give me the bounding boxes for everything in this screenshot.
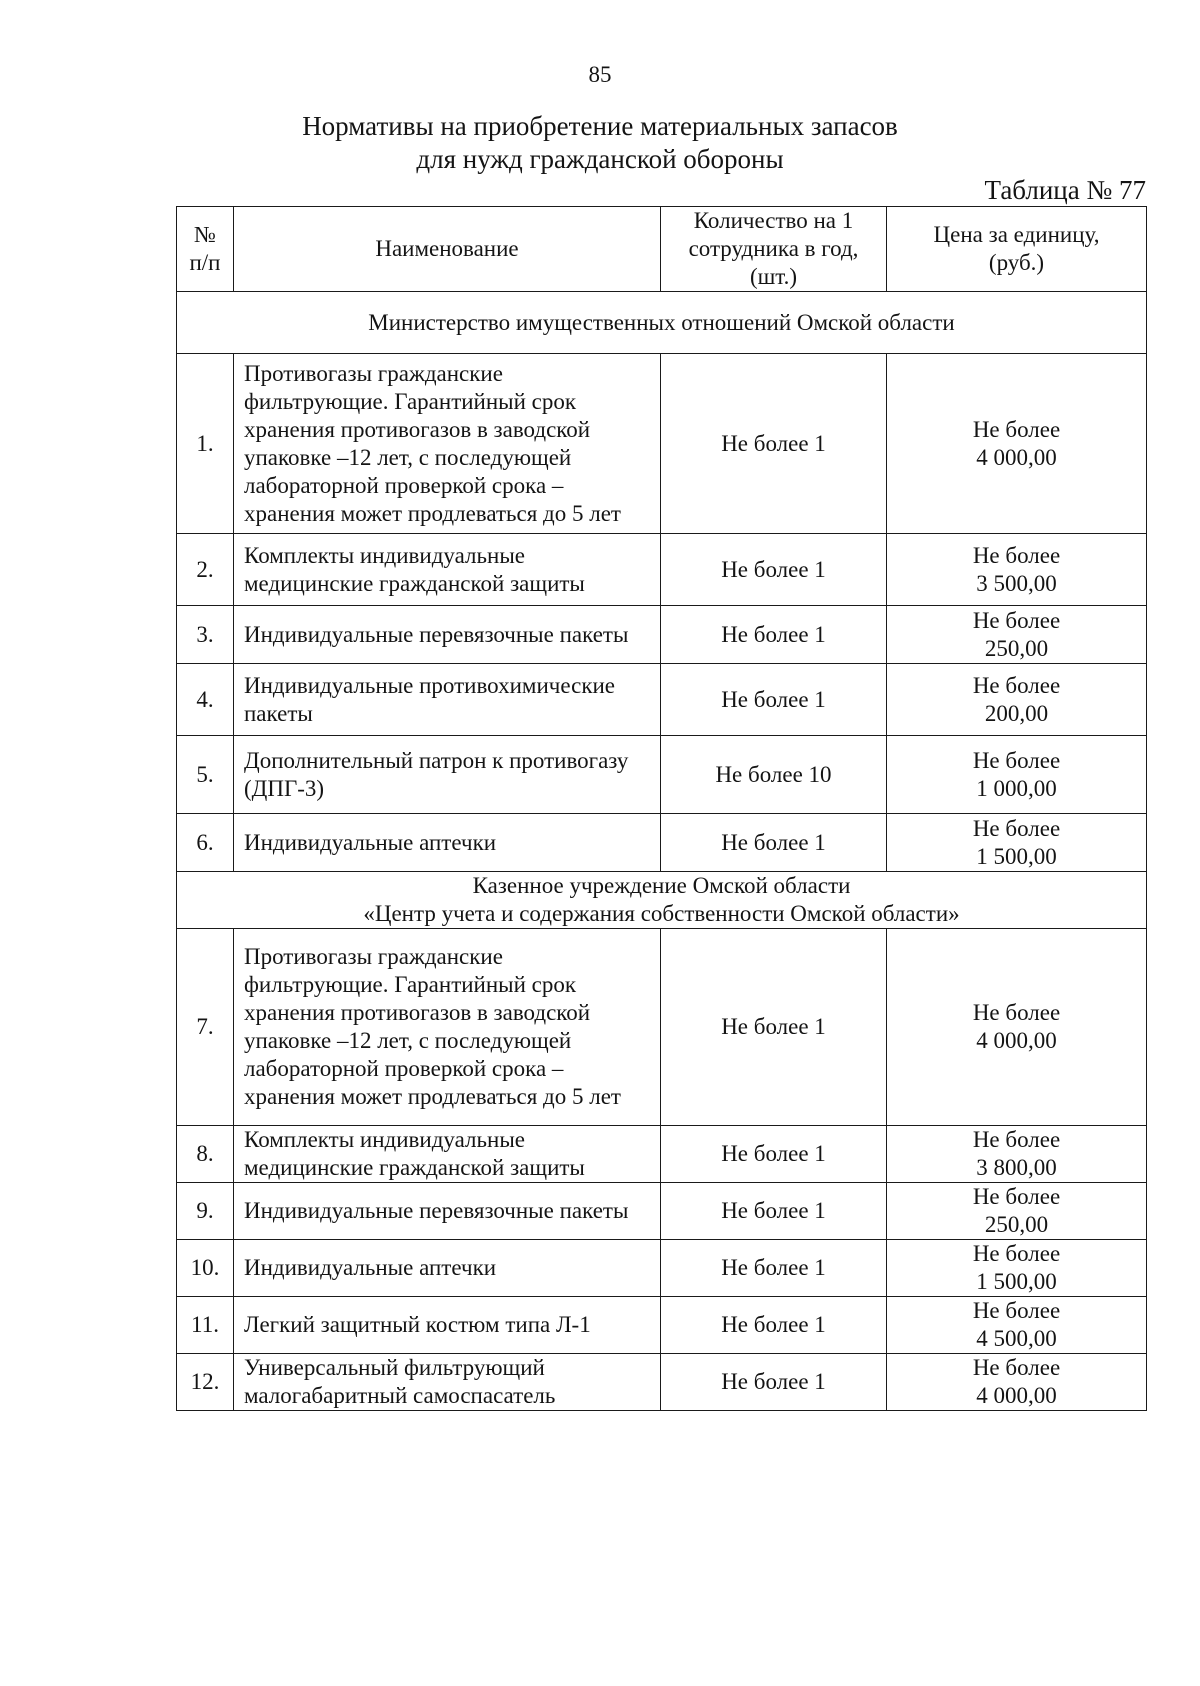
row-num: 11.: [177, 1297, 234, 1354]
row-price: Не более 1 000,00: [887, 736, 1147, 814]
row-name: Индивидуальные аптечки: [234, 1240, 661, 1297]
section-title: Казенное учреждение Омской области «Центр учета и содержания собственности Омской области»: [177, 872, 1147, 929]
table-row: [177, 736, 1147, 814]
row-num: 5.: [177, 736, 234, 814]
row-name: Универсальный фильтрующий малогабаритный самоспасатель: [234, 1354, 661, 1411]
title-line-2: для нужд гражданской обороны: [416, 144, 784, 174]
row-num: 12.: [177, 1354, 234, 1411]
row-qty: Не более 1: [661, 1183, 887, 1240]
table-row: [177, 1183, 1147, 1240]
row-qty: Не более 10: [661, 736, 887, 814]
section-row: [177, 292, 1147, 354]
row-price: Не более 250,00: [887, 606, 1147, 664]
row-price: Не более 3 800,00: [887, 1126, 1147, 1183]
row-price: Не более 1 500,00: [887, 814, 1147, 872]
table-row: [177, 1297, 1147, 1354]
row-name: Индивидуальные перевязочные пакеты: [234, 606, 661, 664]
row-qty: Не более 1: [661, 1297, 887, 1354]
row-num: 4.: [177, 664, 234, 736]
row-price: Не более 250,00: [887, 1183, 1147, 1240]
table-row: [177, 354, 1147, 534]
row-name: Индивидуальные аптечки: [234, 814, 661, 872]
header-row: [177, 207, 1147, 292]
page-number: 85: [588, 62, 612, 87]
table-row: [177, 534, 1147, 606]
row-qty: Не более 1: [661, 1354, 887, 1411]
row-qty: Не более 1: [661, 929, 887, 1126]
row-num: 2.: [177, 534, 234, 606]
table-row: [177, 814, 1147, 872]
row-num: 6.: [177, 814, 234, 872]
norms-table: [176, 206, 1147, 1411]
table-row: [177, 664, 1147, 736]
header-name: Наименование: [234, 207, 661, 292]
row-num: 1.: [177, 354, 234, 534]
row-price: Не более 4 000,00: [887, 1354, 1147, 1411]
row-qty: Не более 1: [661, 664, 887, 736]
table-row: [177, 606, 1147, 664]
section-row: [177, 872, 1147, 929]
header-num: № п/п: [177, 207, 234, 292]
row-name: Индивидуальные перевязочные пакеты: [234, 1183, 661, 1240]
row-qty: Не более 1: [661, 354, 887, 534]
row-num: 3.: [177, 606, 234, 664]
row-num: 10.: [177, 1240, 234, 1297]
page-title: [0, 110, 1200, 176]
row-name: Комплекты индивидуальные медицинские гражданской защиты: [234, 1126, 661, 1183]
table-row: [177, 1240, 1147, 1297]
row-qty: Не более 1: [661, 534, 887, 606]
row-num: 7.: [177, 929, 234, 1126]
row-price: Не более 4 000,00: [887, 354, 1147, 534]
row-qty: Не более 1: [661, 1126, 887, 1183]
row-qty: Не более 1: [661, 1240, 887, 1297]
row-name: Дополнительный патрон к противогазу (ДПГ-3): [234, 736, 661, 814]
row-price: Не более 200,00: [887, 664, 1147, 736]
row-price: Не более 3 500,00: [887, 534, 1147, 606]
header-price: Цена за единицу, (руб.): [887, 207, 1147, 292]
row-price: Не более 1 500,00: [887, 1240, 1147, 1297]
row-name: Индивидуальные противохимические пакеты: [234, 664, 661, 736]
table-label: Таблица № 77: [984, 175, 1146, 205]
row-qty: Не более 1: [661, 606, 887, 664]
row-num: 9.: [177, 1183, 234, 1240]
row-name: Комплекты индивидуальные медицинские гражданской защиты: [234, 534, 661, 606]
header-qty: Количество на 1 сотрудника в год, (шт.): [661, 207, 887, 292]
row-price: Не более 4 500,00: [887, 1297, 1147, 1354]
row-qty: Не более 1: [661, 814, 887, 872]
table-row: [177, 929, 1147, 1126]
row-price: Не более 4 000,00: [887, 929, 1147, 1126]
section-title: Министерство имущественных отношений Омской области: [177, 292, 1147, 354]
row-name: Противогазы гражданские фильтрующие. Гарантийный срок хранения противогазов в заводской упаковке –12 лет, с последующей лабораторной проверкой срока – хранения может продлеваться до 5 лет: [234, 354, 661, 534]
table-row: [177, 1354, 1147, 1411]
table-row: [177, 1126, 1147, 1183]
row-num: 8.: [177, 1126, 234, 1183]
title-line-1: Нормативы на приобретение материальных запасов: [302, 111, 898, 141]
row-name: Противогазы гражданские фильтрующие. Гарантийный срок хранения противогазов в заводской упаковке –12 лет, с последующей лабораторной проверкой срока – хранения может продлеваться до 5 лет: [234, 929, 661, 1126]
row-name: Легкий защитный костюм типа Л-1: [234, 1297, 661, 1354]
